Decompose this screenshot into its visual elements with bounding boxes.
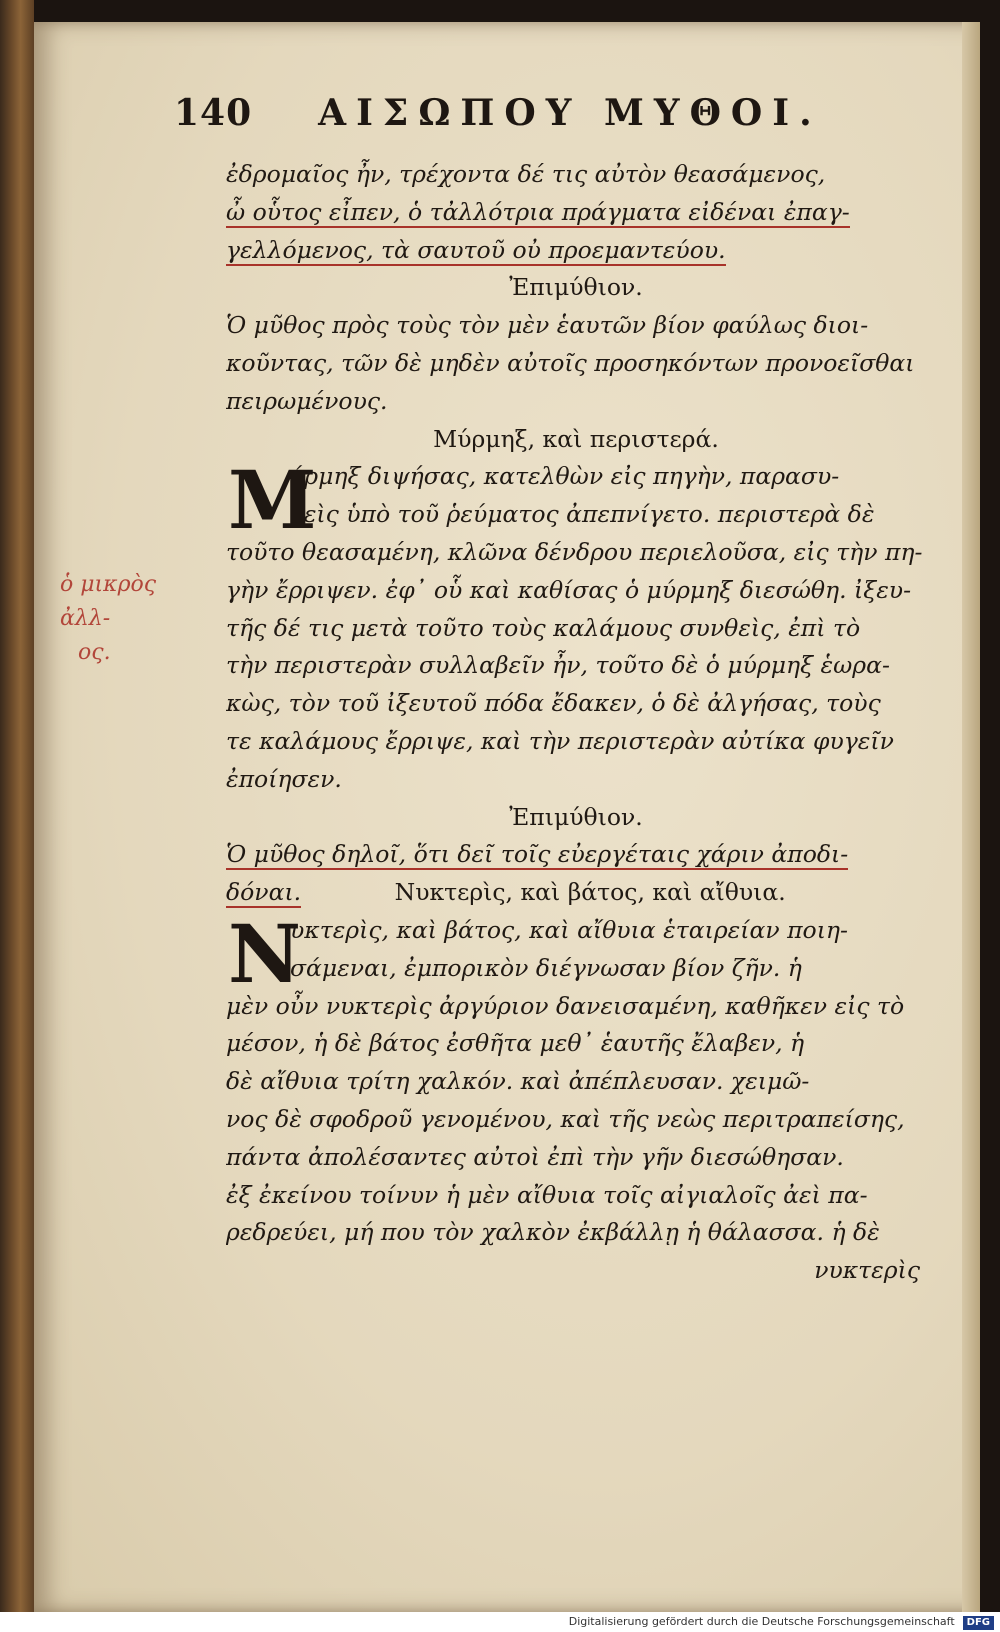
- text-line: υκτερὶς, καὶ βάτος, καὶ αἴθυια ἑταιρείαν ποιη-: [290, 915, 848, 944]
- text-line: ρεὶς ὑπὸ τοῦ ῥεύματος ἀπεπνίγετο. περιστερὰ δὲ: [290, 500, 875, 529]
- text-line: μὲν οὖν νυκτερὶς ἀργύριον δανεισαμένη, καθῆκεν εἰς τὸ: [226, 991, 905, 1020]
- section-heading-epimythion: Ἐπιμύθιον.: [509, 802, 643, 831]
- text-line: πάντα ἀπολέσαντες αὐτοὶ ἐπὶ τὴν γῆν διεσώθησαν.: [226, 1142, 844, 1171]
- text-line: τῆς δέ τις μετὰ τοῦτο τοὺς καλάμους συνθεὶς, ἐπὶ τὸ: [226, 613, 861, 642]
- handwritten-margin-note: [60, 568, 210, 670]
- drop-cap-letter: N: [228, 906, 302, 1001]
- footer-credit-bar: [0, 1612, 1000, 1632]
- text-line: γὴν ἔρριψεν. ἐφ᾽ οὗ καὶ καθίσας ὁ μύρμηξ διεσώθη. ἰξευ-: [226, 575, 912, 604]
- text-line: κὼς, τὸν τοῦ ἰξευτοῦ πόδα ἔδακεν, ὁ δὲ ἀλγήσας, τοὺς: [226, 689, 881, 718]
- text-line: τοῦτο θεασαμένη, κλῶνα δένδρου περιελοῦσα, εἰς τὴν πη-: [226, 537, 923, 566]
- text-line: σάμεναι, ἐμπορικὸν διέγνωσαν βίον ζῆν. ἡ: [290, 953, 802, 982]
- drop-cap-paragraph: [226, 453, 926, 548]
- text-line: κοῦντας, τῶν δὲ μηδὲν αὐτοῖς προσηκόντων προνοεῖσθαι: [226, 348, 915, 377]
- book-binding: [0, 0, 34, 1612]
- page-edge: [962, 22, 980, 1612]
- margin-note-line: ος.: [78, 640, 111, 665]
- underlined-text: δόναι.: [226, 878, 302, 907]
- underlined-text: Ὁ μῦθος δηλοῖ, ὅτι δεῖ τοῖς εὐεργέταις χάριν ἀποδι-: [226, 840, 849, 869]
- text-line: ύρμηξ διψήσας, κατελθὼν εἰς πηγὴν, παρασυ-: [290, 462, 840, 491]
- fable-title: Νυκτερὶς, καὶ βάτος, καὶ αἴθυια.: [394, 878, 786, 907]
- drop-cap-letter: M: [228, 453, 317, 548]
- text-line: τε καλάμους ἔρριψε, καὶ τὴν περιστερὰν αὐτίκα φυγεῖν: [226, 726, 894, 755]
- catchword: νυκτερὶς: [814, 1256, 920, 1285]
- text-line: ἐποίησεν.: [226, 764, 342, 793]
- page-number: 140: [174, 92, 253, 134]
- text-line: πειρωμένους.: [226, 386, 388, 415]
- section-heading-epimythion: Ἐπιμύθιον.: [509, 273, 643, 302]
- text-line: [226, 874, 926, 912]
- text-line: [226, 232, 926, 270]
- text-line: [226, 836, 926, 874]
- fable-title: Μύρμηξ, καὶ περιστερά.: [433, 424, 719, 453]
- running-header: [174, 92, 874, 142]
- text-line: μέσον, ἡ δὲ βάτος ἐσθῆτα μεθ᾽ ἑαυτῆς ἔλαβεν, ἡ: [226, 1029, 805, 1058]
- underlined-text: ὦ οὗτος εἶπεν, ὁ τἀλλότρια πράγματα εἰδέναι ἐπαγ-: [226, 197, 850, 226]
- text-line: τὴν περιστερὰν συλλαβεῖν ἦν, τοῦτο δὲ ὁ μύρμηξ ἑωρα-: [226, 651, 890, 680]
- text-line: ἐδρομαῖος ἦν, τρέχοντα δέ τις αὐτὸν θεασάμενος,: [226, 160, 826, 188]
- running-title: ΑΙΣΩΠΟΥ ΜΥΘΟΙ.: [318, 92, 822, 134]
- body-text: [226, 156, 926, 1290]
- text-line: δὲ αἴθυια τρίτη χαλκόν. καὶ ἀπέπλευσαν. χειμῶ-: [226, 1067, 810, 1096]
- drop-cap-paragraph: [226, 906, 926, 1001]
- text-line: ρεδρεύει, μή που τὸν χαλκὸν ἐκβάλλῃ ἡ θάλασσα. ἡ δὲ: [226, 1218, 880, 1247]
- text-line: νος δὲ σφοδροῦ γενομένου, καὶ τῆς νεὼς περιτραπείσης,: [226, 1104, 905, 1133]
- margin-note-line: ὁ μικρὸς ἀλλ-: [60, 572, 157, 631]
- underlined-text: γελλόμενος, τὰ σαυτοῦ οὐ προεμαντεύου.: [226, 235, 726, 264]
- text-line: ἐξ ἐκείνου τοίνυν ἡ μὲν αἴθυια τοῖς αἰγιαλοῖς ἀεὶ πα-: [226, 1180, 868, 1209]
- dfg-logo-icon: DFG: [963, 1616, 994, 1630]
- footer-credit: Digitalisierung gefördert durch die Deutsche Forschungsgemeinschaft: [568, 1615, 955, 1628]
- text-line: Ὁ μῦθος πρὸς τοὺς τὸν μὲν ἑαυτῶν βίον φαύλως διοι-: [226, 311, 869, 340]
- text-line: [226, 194, 926, 232]
